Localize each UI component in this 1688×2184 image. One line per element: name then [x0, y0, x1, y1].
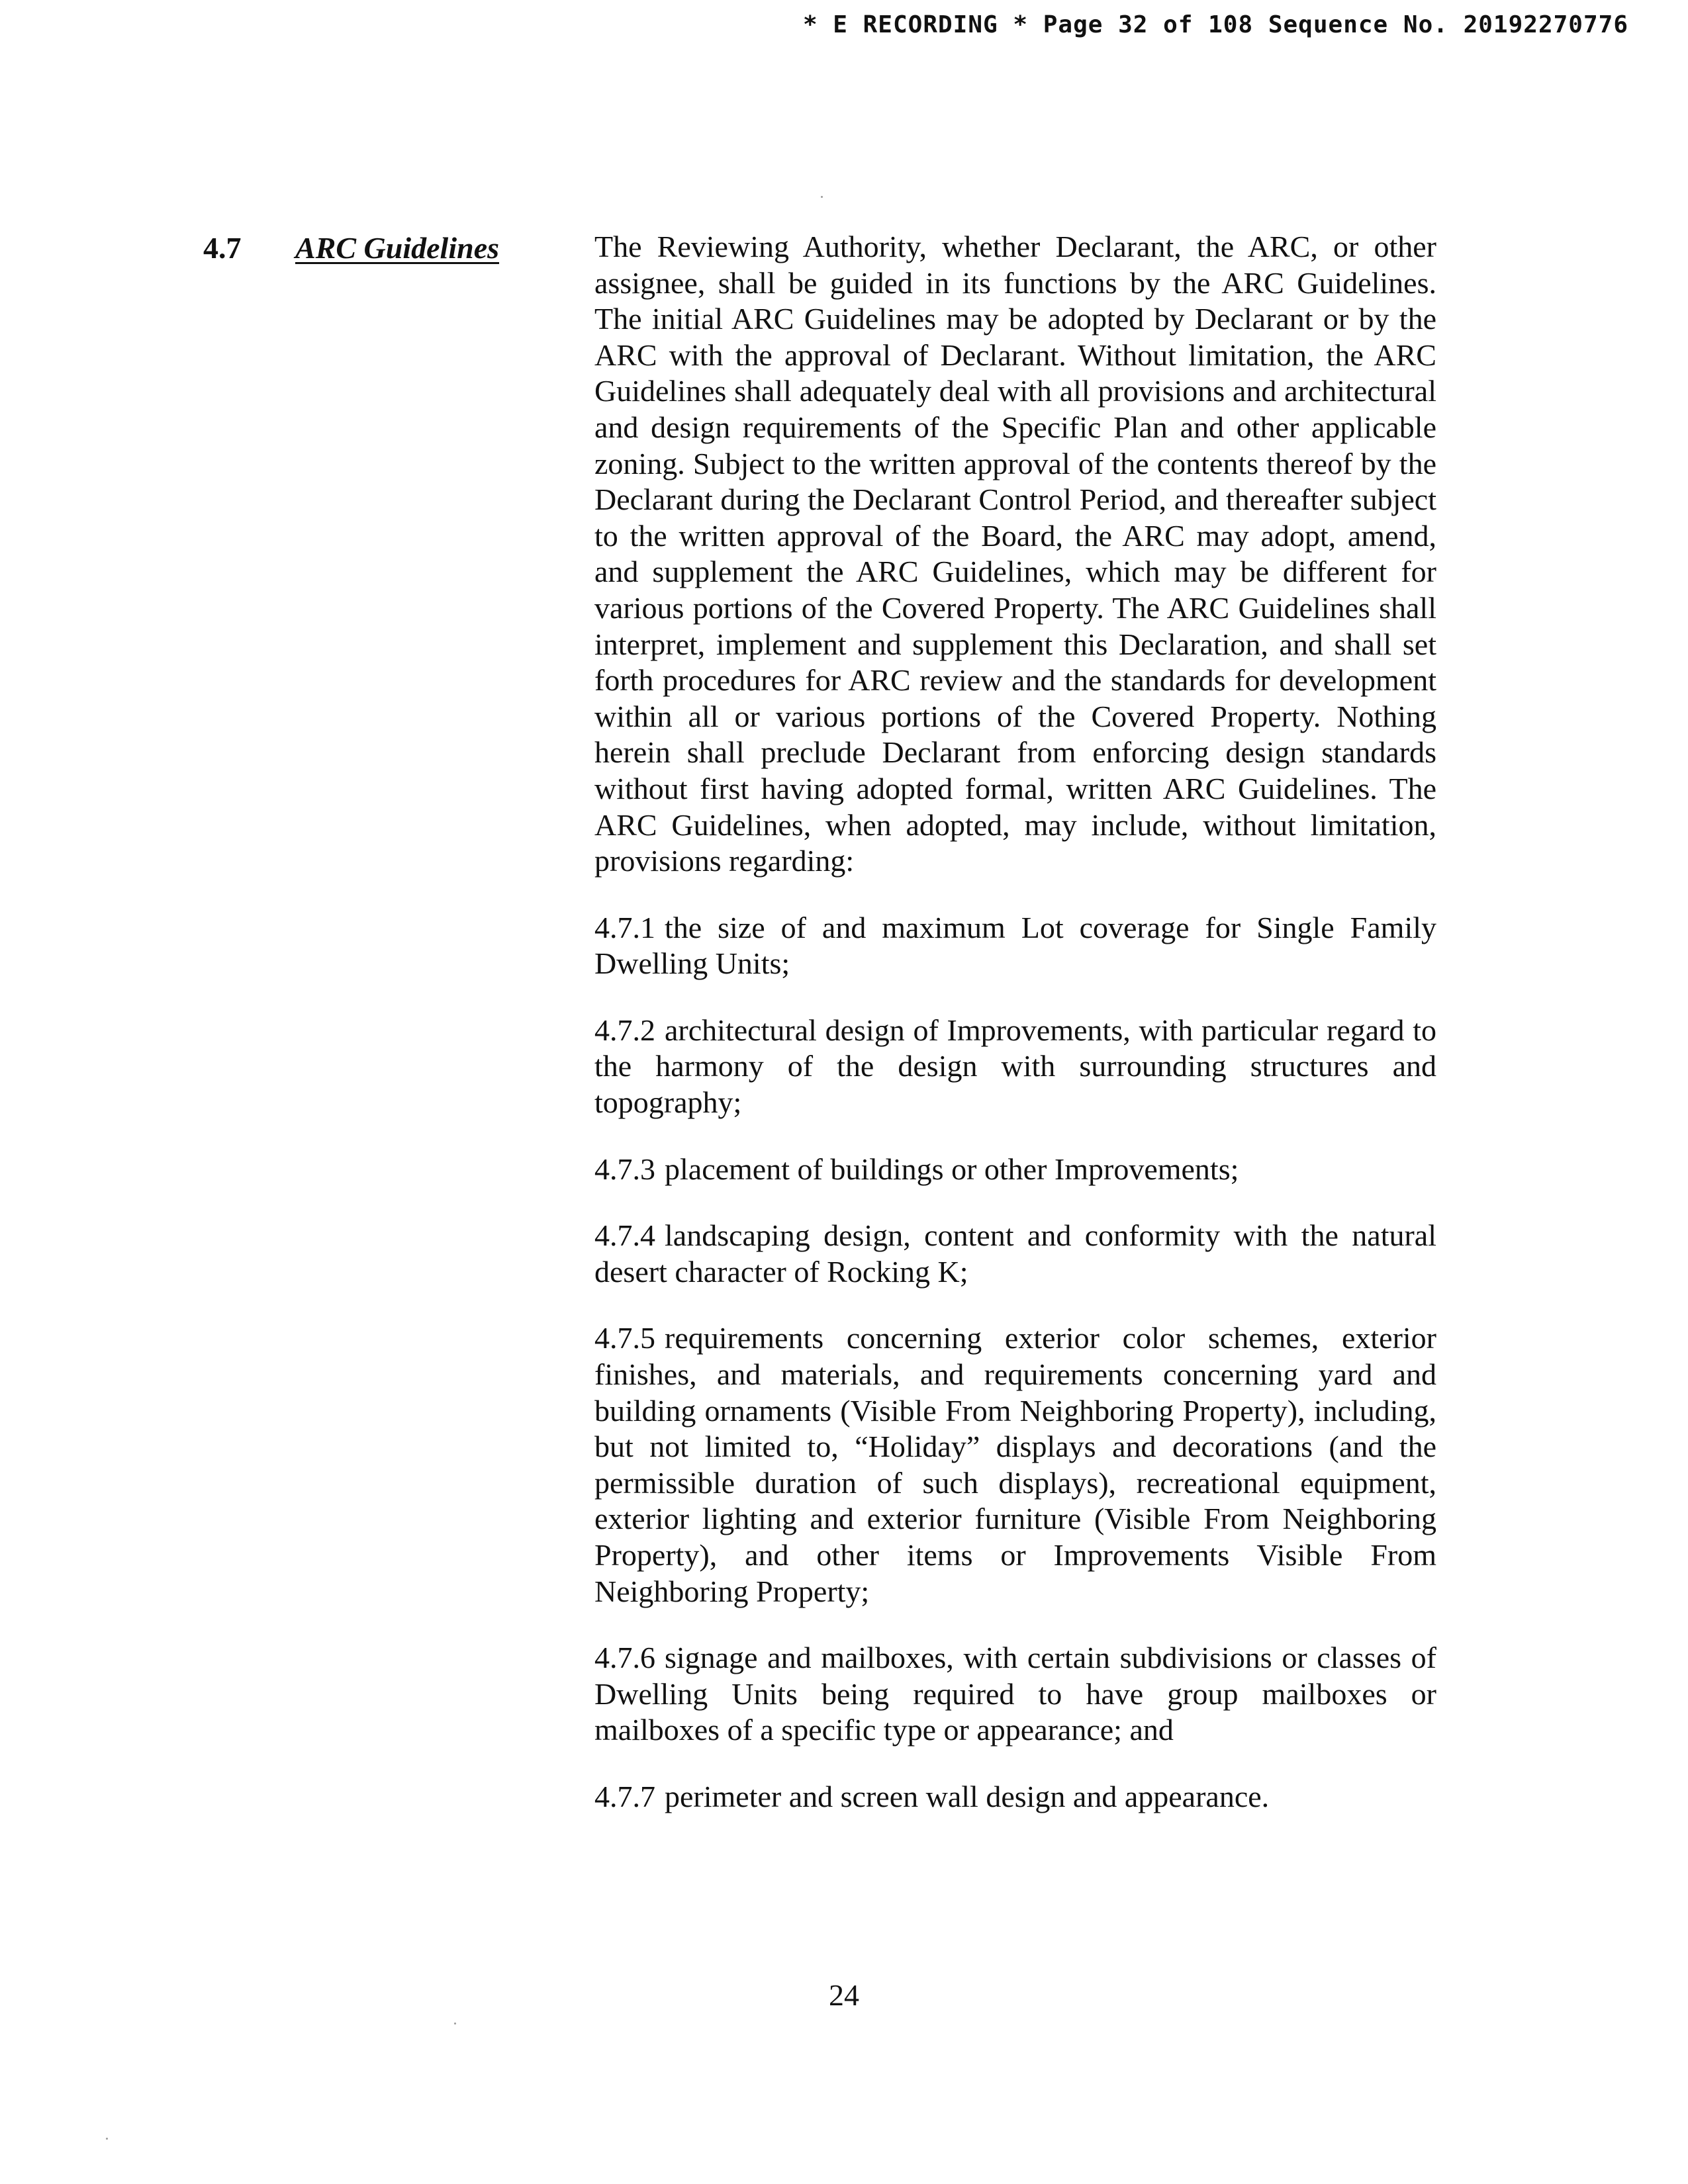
- list-item-number: 4.7.3: [594, 1152, 655, 1186]
- list-item-number: 4.7.2: [594, 1013, 655, 1047]
- section-number: 4.7: [203, 231, 242, 265]
- list-item-text: requirements concerning exterior color schemes, exterior finishes, and materials, and requirements concerning yard and building ornaments (Visible From Neighboring Property), including, but not limited to, “Holiday” displays and decorations (and the permissible duration of such displays), recreational equipment, exterior lighting and exterior furniture (Visible From Neighboring Property), and other items or Improvements Visible From Neighboring Property;: [594, 1321, 1436, 1608]
- list-item-number: 4.7.7: [594, 1779, 655, 1813]
- scan-speck: [821, 196, 823, 198]
- list-item-number: 4.7.6: [594, 1641, 655, 1675]
- list-item-4-7-5: [594, 1320, 1436, 1610]
- list-item-4-7-2: [594, 1013, 1436, 1121]
- list-item-4-7-4: [594, 1218, 1436, 1290]
- page-number: 24: [829, 1978, 859, 2012]
- scan-speck: [454, 2023, 456, 2025]
- list-item-text: architectural design of Improvements, with particular regard to the harmony of the design with surrounding structures and topography;: [594, 1013, 1436, 1120]
- list-item-4-7-1: [594, 910, 1436, 982]
- list-item-text: perimeter and screen wall design and appearance.: [665, 1779, 1270, 1813]
- list-item-number: 4.7.1: [594, 910, 655, 944]
- list-item-text: signage and mailboxes, with certain subdivisions or classes of Dwelling Units being required to have group mailboxes or mailboxes of a specific type or appearance; and: [594, 1641, 1436, 1747]
- list-item-text: placement of buildings or other Improvements;: [665, 1152, 1239, 1186]
- list-item-4-7-7: [594, 1779, 1436, 1815]
- list-item-text: the size of and maximum Lot coverage for Single Family Dwelling Units;: [594, 910, 1436, 981]
- list-item-4-7-6: [594, 1640, 1436, 1749]
- scan-speck: [106, 2138, 108, 2140]
- recording-header: * E RECORDING * Page 32 of 108 Sequence No. 20192270776: [802, 11, 1628, 38]
- list-item-4-7-3: [594, 1152, 1436, 1188]
- list-item-number: 4.7.4: [594, 1218, 655, 1253]
- section-heading: ARC Guidelines: [295, 231, 500, 265]
- section-body: [594, 229, 1436, 1815]
- list-item-number: 4.7.5: [594, 1321, 655, 1355]
- section-paragraph: The Reviewing Authority, whether Declarant, the ARC, or other assignee, shall be guided in its functions by the ARC Guidelines. The initial ARC Guidelines may be adopted by Declarant or by the ARC with the approval of Declarant. Without limitation, the ARC Guidelines shall adequately deal with all provisions and architectural and design requirements of the Specific Plan and other applicable zoning. Subject to the written approval of the contents thereof by the Declarant during the Declarant Control Period, and thereafter subject to the written approval of the Board, the ARC may adopt, amend, and supplement the ARC Guidelines, which may be different for various portions of the Covered Property. The ARC Guidelines shall interpret, implement and supplement this Declaration, and shall set forth procedures for ARC review and the standards for development within all or various portions of the Covered Property. Nothing herein shall preclude Declarant from enforcing design standards without first having adopted formal, written ARC Guidelines. The ARC Guidelines, when adopted, may include, without limitation, provisions regarding:: [594, 230, 1436, 878]
- list-item-text: landscaping design, content and conformity with the natural desert character of Rocking K;: [594, 1218, 1436, 1289]
